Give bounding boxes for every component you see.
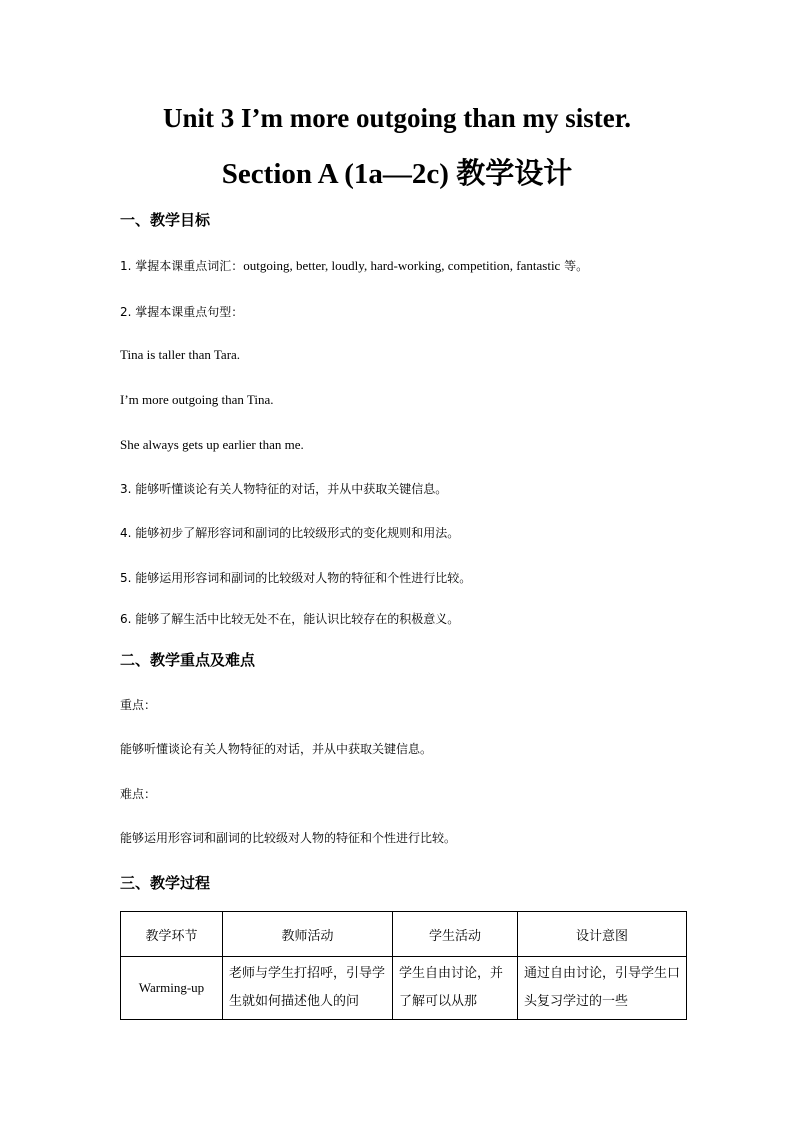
objective-item-1-words: outgoing, better, loudly, hard-working, competition, fantastic	[243, 258, 561, 273]
objective-item-1-prefix: 1. 掌握本课重点词汇：	[120, 259, 244, 273]
cell-student	[393, 957, 518, 1020]
table-row	[121, 957, 687, 1020]
focus-text: 能够听懂谈论有关人物特征的对话，并从中获取关键信息。	[120, 742, 433, 756]
column-header-intent: 设计意图	[518, 912, 687, 957]
objective-item-2: 2. 掌握本课重点句型：	[120, 305, 244, 319]
key-sentence-1: Tina is taller than Tara.	[120, 347, 241, 362]
key-sentence-3: She always gets up earlier than me.	[120, 437, 304, 452]
focus-label: 重点：	[120, 698, 157, 712]
key-points-heading: 二、教学重点及难点	[120, 651, 256, 669]
cell-intent-text: 通过自由讨论，引导学生口头复习学过的一些	[524, 966, 680, 1009]
cell-teacher	[223, 957, 393, 1020]
objective-item-1-suffix: 等。	[560, 259, 589, 273]
cell-intent	[518, 957, 687, 1020]
process-heading: 三、教学过程	[120, 874, 211, 892]
difficulty-label: 难点：	[120, 787, 157, 801]
objectives-heading: 一、教学目标	[120, 211, 211, 229]
objective-item-3: 3. 能够听懂谈论有关人物特征的对话，并从中获取关键信息。	[120, 482, 448, 496]
cell-student-text: 学生自由讨论，并了解可以从那	[399, 966, 504, 1009]
cell-teacher-text: 老师与学生打招呼，引导学生就如何描述他人的问	[229, 966, 386, 1009]
cell-stage	[121, 957, 223, 1020]
table-header-row	[121, 912, 687, 957]
column-header-student: 学生活动	[393, 912, 518, 957]
objective-item-5: 5. 能够运用形容词和副词的比较级对人物的特征和个性进行比较。	[120, 571, 472, 585]
objective-item-4: 4. 能够初步了解形容词和副词的比较级形式的变化规则和用法。	[120, 526, 460, 540]
unit-title: Unit 3 I’m more outgoing than my sister.	[162, 103, 631, 133]
cell-stage-text: Warming-up	[138, 980, 205, 995]
key-sentence-2: I’m more outgoing than Tina.	[120, 392, 274, 407]
column-header-teacher: 教师活动	[223, 912, 393, 957]
objective-item-1	[120, 257, 588, 275]
objective-item-6: 6. 能够了解生活中比较无处不在，能认识比较存在的积极意义。	[120, 612, 460, 626]
section-title: Section A (1a—2c) 教学设计	[221, 158, 573, 190]
teaching-process-table	[120, 911, 687, 1020]
difficulty-text: 能够运用形容词和副词的比较级对人物的特征和个性进行比较。	[120, 831, 457, 845]
column-header-stage: 教学环节	[121, 912, 223, 957]
